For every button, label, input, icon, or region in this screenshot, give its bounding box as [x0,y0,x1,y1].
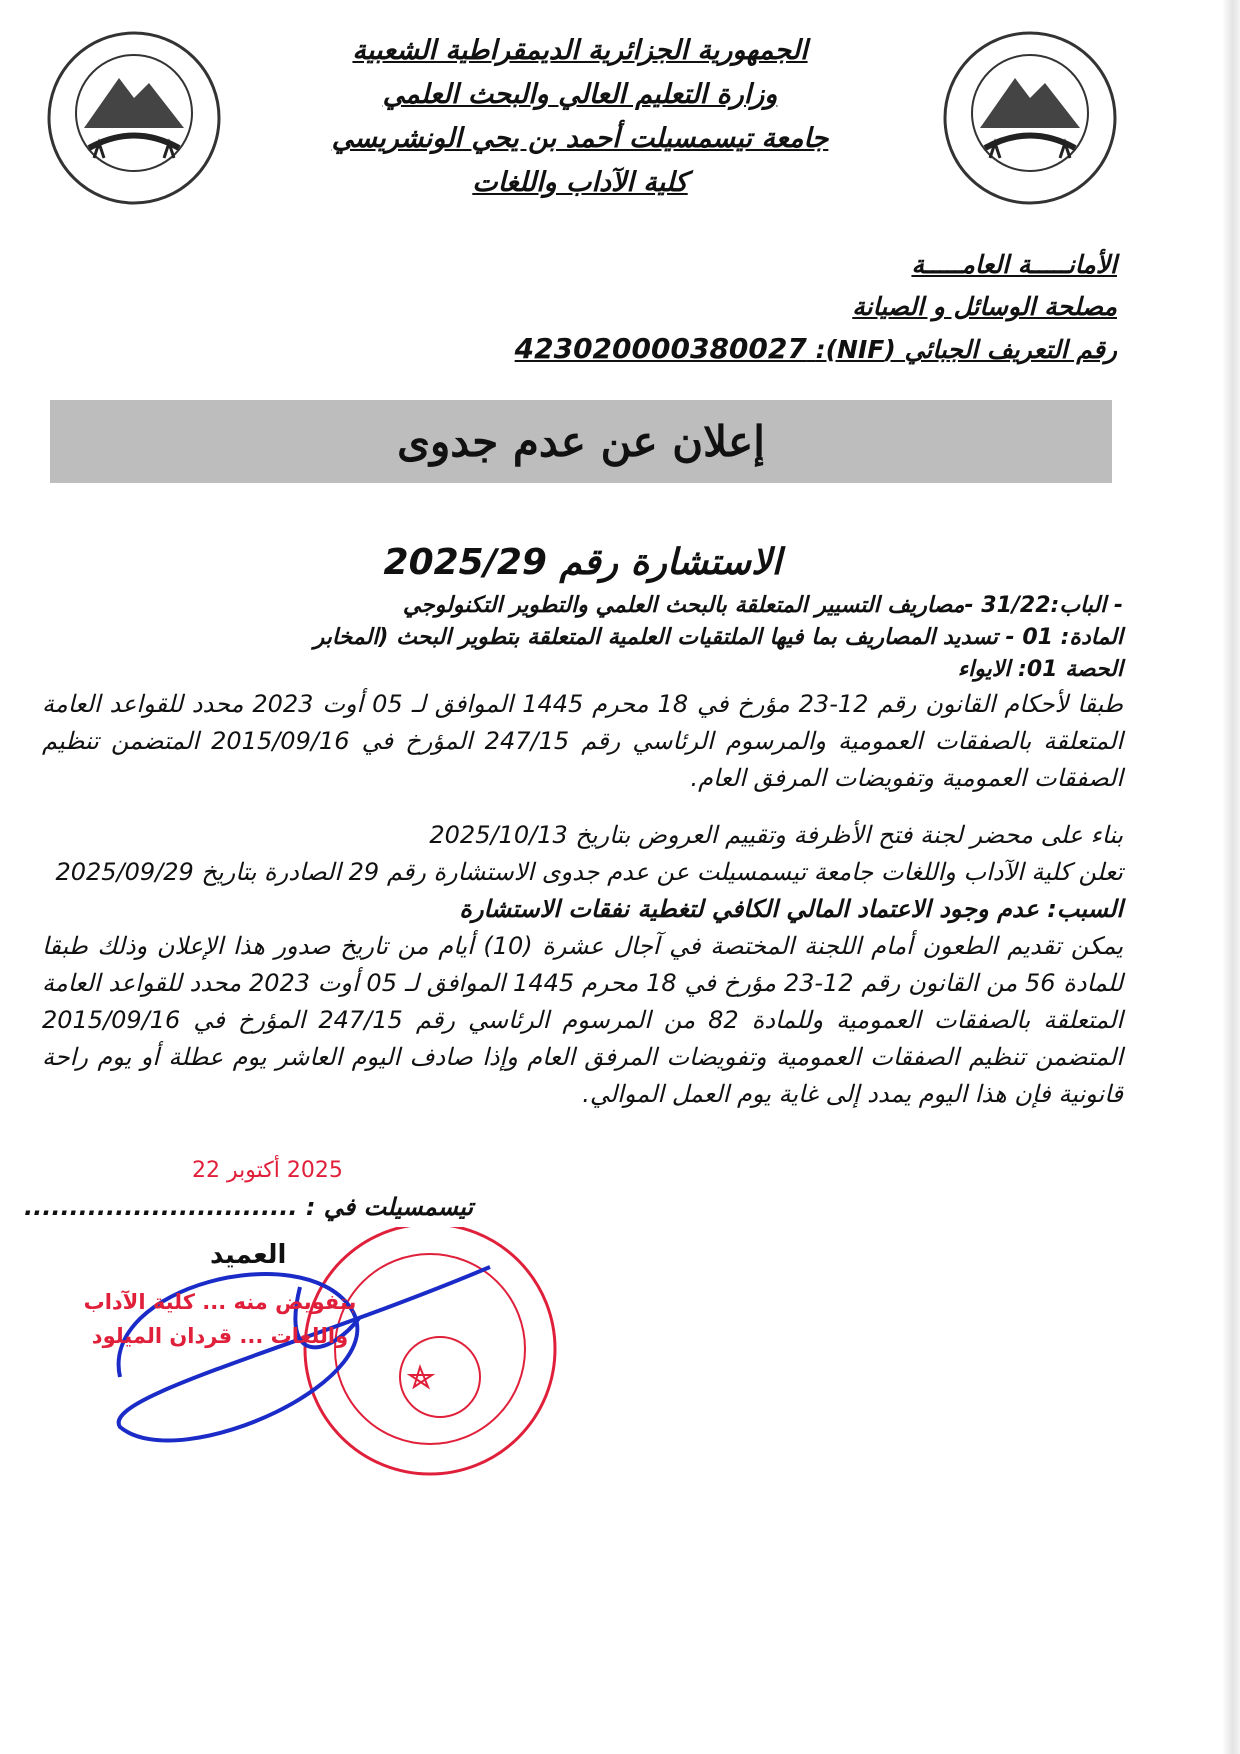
header-republic: الجمهورية الجزائرية الديمقراطية الشعبية [352,35,808,66]
date-stamp: 2025 أكتوبر 22 [192,1158,343,1183]
dean-title: العميد [210,1240,287,1270]
admin-block [515,248,1117,367]
scan-edge [1222,0,1240,1754]
lot: الحصة 01: الايواء [957,657,1123,682]
reason-paragraph: السبب: عدم وجود الاعتماد المالي الكافي لتغطية نفقات الاستشارة [459,895,1123,923]
announcement-banner [50,400,1112,483]
services-department: مصلحة الوسائل و الصيانة [852,292,1117,321]
header-faculty: كلية الآداب واللغات [472,167,688,198]
tax-id-value: 423020000380027 [514,332,807,365]
unsuccessful-declaration-paragraph: تعلن كلية الآداب واللغات جامعة تيسمسيلت عن عدم جدوى الاستشارة رقم 29 الصادرة بتاريخ 2025/09/29 [55,858,1123,886]
consultation-title: الاستشارة رقم 2025/29 [383,542,782,583]
university-logo-left [34,28,234,208]
general-secretariat: الأمانـــــة العامـــــة [911,250,1117,279]
announcement-title: إعلان عن عدم جدوى [397,417,765,466]
header [240,34,920,200]
header-ministry: وزارة التعليم العالي والبحث العلمي [382,79,778,110]
appeals-paragraph: يمكن تقديم الطعون أمام اللجنة المختصة في آجال عشرة (10) أيام من تاريخ صدور هذا الإعلان وذلك طبقا للمادة 56 من القانون رقم 12-23 مؤرخ في 18 محرم 1445 الموافق لـ 05 أوت 2023 محدد للقواعد العامة المتعلقة بالصفقات العمومية وللمادة 82 من المرسوم الرئاسي رقم 247/15 المؤرخ في 2015/09/16 المتضمن تنظيم الصفقات العمومية وتفويضات المرفق العام وإذا صادف اليوم العاشر يوم عطلة أو يوم راحة قانونية فإن هذا اليوم يمدد إلى غاية يوم العمل الموالي. [42,932,1124,1108]
tax-id-label: رقم التعريف الجبائي (NIF): [815,335,1117,364]
tax-id [515,332,1117,367]
legal-basis-paragraph: طبقا لأحكام القانون رقم 12-23 مؤرخ في 18 محرم 1445 الموافق لـ 05 أوت 2023 محدد للقواعد العامة المتعلقة بالصفقات العمومية والمرسوم الرئاسي رقم 247/15 المؤرخ في 2015/09/16 المتضمن تنظيم الصفقات العمومية وتفويضات المرفق العام. [42,690,1124,792]
budget-article: المادة: 01 - تسديد المصاريف بما فيها الملتقيات العلمية المتعلقة بتطوير البحث (المخابر [313,625,1123,650]
place-and-date: تيسمسيلت في : .............................. [23,1193,473,1221]
committee-minutes-paragraph: بناء على محضر لجنة فتح الأظرفة وتقييم العروض بتاريخ 2025/10/13 [429,821,1123,849]
budget-chapter: - الباب:31/22 -مصاريف التسيير المتعلقة بالبحث العلمي والتطوير التكنولوجي [402,593,1123,618]
signature-area [23,1157,1123,1487]
official-seal-and-signature [100,1227,580,1487]
document-body [23,540,1124,1487]
delegation-stamp: بتفويض منه ... كلية الآداب واللغات ... قردان الميلود [83,1290,357,1348]
university-logo-right [930,28,1130,208]
header-university: جامعة تيسمسيلت أحمد بن يحي الونشريسي [331,123,829,154]
